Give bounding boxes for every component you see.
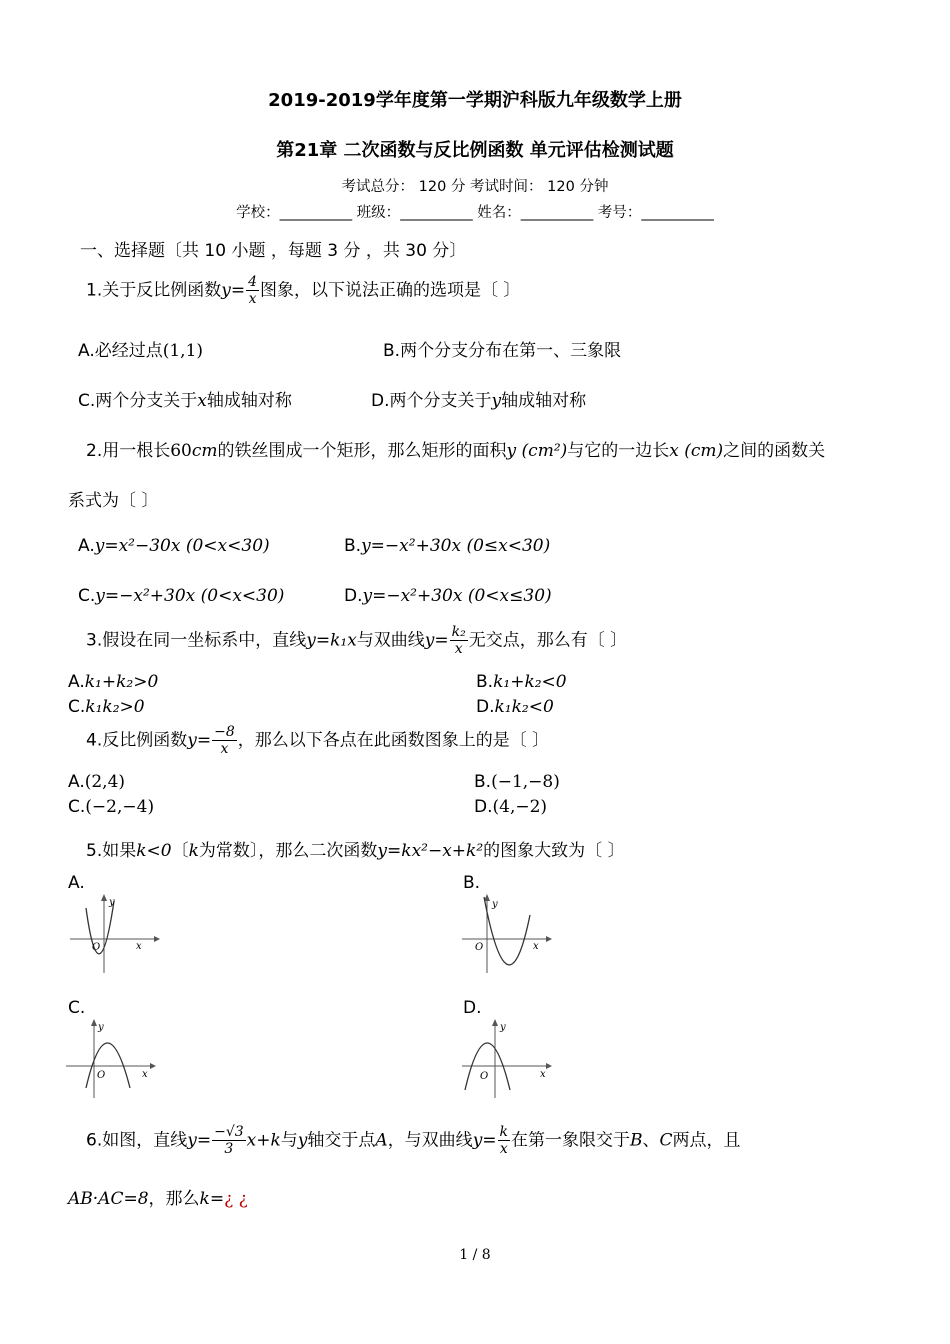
q4-option-a: A.(2,4) bbox=[68, 772, 126, 792]
q1-tail: 图象，以下说法正确的选项是〔 〕 bbox=[260, 280, 521, 301]
q1-fraction: $\frac{4}{x}$ bbox=[248, 274, 258, 307]
q1-y: y= bbox=[221, 280, 246, 301]
graph-a-origin: O bbox=[92, 942, 101, 953]
q5-option-c-label: C. bbox=[68, 998, 86, 1018]
page-number: 1 / 8 bbox=[459, 1247, 491, 1263]
question-2: 2.用一根长60cm的铁丝围成一个矩形，那么矩形的面积y (cm²)与它的一边长x (cm)之间的函数关 bbox=[86, 441, 826, 461]
graph-a-x-label: x bbox=[136, 941, 142, 952]
question-6-cont: AB·AC=8，那么k=¿ ¿ bbox=[68, 1189, 248, 1209]
page-subtitle: 第21章 二次函数与反比例函数 单元评估检测试题 bbox=[276, 140, 674, 161]
graph-a-y-label: y bbox=[109, 897, 115, 908]
school-label: 学校： bbox=[236, 205, 280, 221]
q5-option-a-label: A. bbox=[68, 873, 85, 893]
graph-c-y-label: y bbox=[98, 1022, 104, 1033]
q5-graph-b bbox=[460, 893, 555, 975]
id-blank: __________ bbox=[641, 205, 714, 221]
q5-graph-d bbox=[460, 1018, 555, 1100]
class-blank: __________ bbox=[400, 205, 473, 221]
name-label: 姓名： bbox=[477, 205, 521, 221]
school-blank: __________ bbox=[279, 205, 353, 221]
q1-option-c: C.两个分支关于x轴成轴对称 bbox=[78, 391, 292, 411]
q1-option-d: D.两个分支关于y轴成轴对称 bbox=[371, 391, 587, 411]
q3-option-d: D.k₁k₂<0 bbox=[476, 697, 554, 717]
q3-option-a: A.k₁+k₂>0 bbox=[68, 672, 159, 692]
question-1 bbox=[86, 274, 520, 307]
student-info-line bbox=[0, 201, 950, 222]
question-6: 6.如图，直线y= $\frac{-√3}{3}$ x+k与y轴交于点A，与双曲线y= $\frac{k}{x}$ 在第一象限交于B、C两点，且 bbox=[86, 1124, 741, 1157]
question-5: 5.如果k<0〔k为常数〕，那么二次函数y=kx²−x+k²的图象大致为〔 〕 bbox=[86, 841, 625, 861]
q4-option-c: C.(−2,−4) bbox=[68, 797, 155, 817]
exam-info: 考试总分： 120 分 考试时间： 120 分钟 bbox=[341, 179, 609, 195]
question-4: 4.反比例函数y= $\frac{-8}{x}$ ，那么以下各点在此函数图象上的是〔 〕 bbox=[86, 724, 550, 757]
q6-fraction: $\frac{-√3}{3}$ bbox=[214, 1124, 244, 1157]
graph-b-x-label: x bbox=[533, 941, 539, 952]
q6-fraction-2: $\frac{k}{x}$ bbox=[499, 1124, 509, 1157]
page-title: 2019-2019学年度第一学期沪科版九年级数学上册 bbox=[268, 90, 682, 111]
q5-option-d-label: D. bbox=[463, 998, 482, 1018]
graph-d-x-label: x bbox=[540, 1069, 546, 1080]
q5-graph-c bbox=[64, 1018, 159, 1100]
id-label: 考号： bbox=[597, 205, 642, 221]
q2-option-c: C.y=−x²+30x (0<x<30) bbox=[78, 586, 285, 606]
q1-text: 1.关于反比例函数 bbox=[86, 280, 222, 301]
section-heading: 一、选择题〔共 10 小题 ，每题 3 分 ，共 30 分〕 bbox=[80, 241, 467, 261]
question-3: 3.假设在同一坐标系中，直线y=k₁x与双曲线y= $\frac{\text{k₂}}{x}$ 无交点，那么有〔 〕 bbox=[86, 624, 628, 657]
graph-b-origin: O bbox=[475, 942, 484, 953]
graph-d-origin: O bbox=[480, 1071, 489, 1082]
q2-option-d: D.y=−x²+30x (0<x≤30) bbox=[344, 586, 552, 606]
question-2-cont: 系式为〔 〕 bbox=[68, 491, 159, 511]
q5-graph-a bbox=[66, 893, 161, 975]
q3-option-c: C.k₁k₂>0 bbox=[68, 697, 145, 717]
graph-b-y-label: y bbox=[492, 899, 498, 910]
q2-option-a: A.y=x²−30x (0<x<30) bbox=[78, 536, 270, 556]
q3-fraction: $\frac{\text{k₂}}{x}$ bbox=[451, 624, 466, 657]
graph-d-y-label: y bbox=[500, 1022, 506, 1033]
q1-option-a: A.必经过点(1,1) bbox=[78, 341, 204, 361]
q5-option-b-label: B. bbox=[463, 873, 481, 893]
q3-option-b: B.k₁+k₂<0 bbox=[476, 672, 567, 692]
name-blank: __________ bbox=[520, 205, 594, 221]
graph-c-x-label: x bbox=[142, 1069, 148, 1080]
q2-option-b: B.y=−x²+30x (0≤x<30) bbox=[344, 536, 551, 556]
q4-fraction: $\frac{-8}{x}$ bbox=[214, 724, 235, 757]
q1-option-b: B.两个分支分布在第一、三象限 bbox=[383, 341, 622, 361]
q4-option-b: B.(−1,−8) bbox=[474, 772, 560, 792]
class-label: 班级： bbox=[356, 205, 401, 221]
graph-c-origin: O bbox=[97, 1070, 106, 1081]
q4-option-d: D.(4,−2) bbox=[474, 797, 548, 817]
